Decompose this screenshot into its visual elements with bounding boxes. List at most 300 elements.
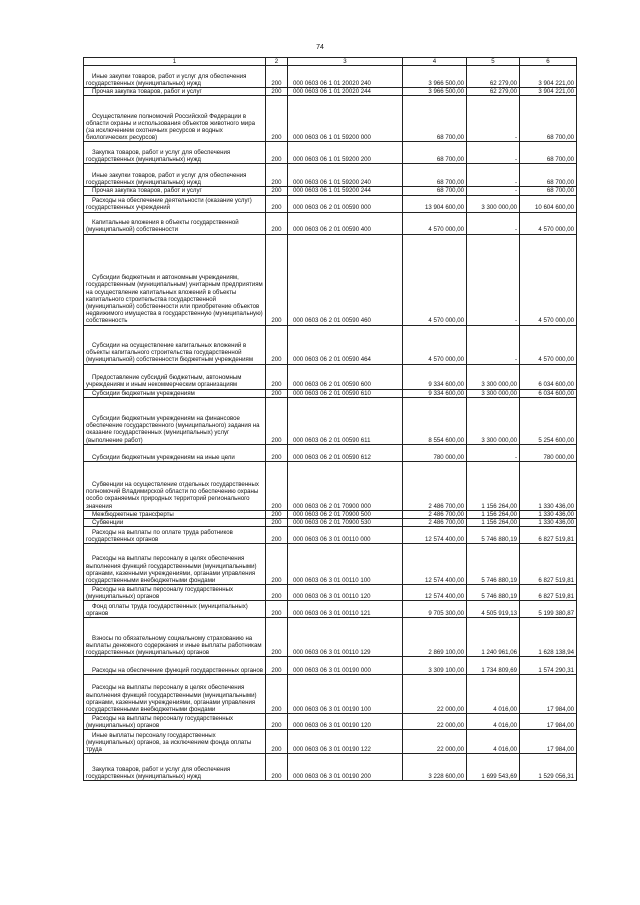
row-code-cell [266, 397, 288, 444]
table-row [84, 657, 577, 675]
row-value-col5: 1 734 809,69 [481, 667, 517, 675]
row-value-col6-cell [520, 730, 577, 754]
row-code-cell [266, 195, 288, 212]
row-value-col5-cell [467, 212, 520, 234]
row-value-col6-cell [520, 585, 577, 601]
row-value-col6-cell [520, 142, 577, 164]
row-value-col6-cell [520, 754, 577, 781]
row-value-col4: 4 570 000,00 [428, 226, 464, 234]
row-classifier-cell [288, 187, 403, 195]
row-name: Закупка товаров, работ и услуг для обеспечения государственных (муниципальных) нужд [86, 149, 231, 164]
row-value-col5: - [514, 179, 517, 187]
row-value-col4-cell [403, 397, 467, 444]
row-value-col6: 3 904 221,00 [538, 80, 574, 87]
row-classifier: 000 0603 06 3 01 00110 100 [293, 577, 371, 585]
row-value-col6-cell [520, 96, 577, 142]
row-value-col4-cell [403, 585, 467, 601]
row-value-col5: 5 746 880,19 [481, 536, 517, 544]
row-name-cell [84, 66, 266, 88]
row-code: 200 [271, 722, 282, 730]
row-value-col5: - [514, 453, 517, 461]
row-classifier-cell [288, 527, 403, 544]
row-value-col6-cell [520, 187, 577, 195]
row-value-col4-cell [403, 675, 467, 714]
row-name: Фонд оплаты труда государственных (муниципальных) органов [86, 602, 248, 618]
row-value-col6: 6 827 519,81 [538, 536, 574, 544]
row-name-cell [84, 164, 266, 187]
row-classifier-cell [288, 234, 403, 325]
header-cell: 5 [467, 58, 520, 66]
row-name-cell [84, 510, 266, 518]
row-value-col5: 3 300 000,00 [481, 436, 517, 444]
row-classifier-cell [288, 389, 403, 397]
row-value-col6: 1 330 436,00 [538, 510, 574, 518]
row-value-col6-cell [520, 544, 577, 585]
row-name-cell [84, 444, 266, 461]
table-row [84, 730, 577, 754]
header-cell: 4 [403, 58, 467, 66]
row-classifier-cell [288, 164, 403, 187]
row-classifier: 000 0603 06 2 01 00590 612 [293, 453, 371, 461]
row-code-cell [266, 66, 288, 88]
row-classifier: 000 0603 06 1 01 20020 244 [293, 88, 371, 96]
row-code: 200 [271, 706, 282, 714]
row-value-col4-cell [403, 754, 467, 781]
row-code-cell [266, 234, 288, 325]
row-classifier-cell [288, 675, 403, 714]
row-value-col6: 17 984,00 [546, 746, 574, 754]
row-name-cell [84, 544, 266, 585]
row-value-col5: 5 746 880,19 [481, 577, 517, 585]
row-classifier: 000 0603 06 2 01 70900 530 [293, 519, 371, 527]
row-name: Расходы на выплаты персоналу государственных (муниципальных) органов [86, 585, 234, 601]
row-name: Расходы на обеспечение функций государственных органов [92, 667, 263, 675]
row-name: Прочая закупка товаров, работ и услуг [92, 88, 202, 96]
row-classifier-cell [288, 601, 403, 618]
table-row [84, 88, 577, 96]
row-value-col4: 8 554 600,00 [428, 436, 464, 444]
row-value-col4-cell [403, 544, 467, 585]
row-classifier-cell [288, 195, 403, 212]
row-code: 200 [271, 226, 282, 234]
table-row [84, 397, 577, 444]
row-value-col6: 4 570 000,00 [538, 317, 574, 325]
row-classifier: 000 0603 06 1 01 59200 240 [293, 179, 371, 187]
row-code: 200 [271, 502, 282, 510]
row-name: Расходы на выплаты персоналу в целях обеспечения выполнения функций государственными (муниципальными) органами, казенными учреждениями, органами управления государственными внебюджетными фондами [86, 555, 257, 585]
row-value-col5-cell [467, 234, 520, 325]
row-name-cell [84, 389, 266, 397]
row-value-col5: 62 279,00 [489, 80, 517, 87]
row-value-col4: 9 334 600,00 [428, 389, 464, 397]
row-code-cell [266, 389, 288, 397]
row-name-cell [84, 142, 266, 164]
row-code-cell [266, 364, 288, 389]
row-code-cell [266, 461, 288, 510]
row-classifier-cell [288, 461, 403, 510]
table-row [84, 234, 577, 325]
row-classifier-cell [288, 657, 403, 675]
row-classifier: 000 0603 06 2 01 70900 500 [293, 510, 371, 518]
row-code: 200 [271, 179, 282, 187]
row-classifier-cell [288, 212, 403, 234]
row-name-cell [84, 754, 266, 781]
row-value-col4: 68 700,00 [436, 187, 464, 195]
row-value-col5-cell [467, 527, 520, 544]
row-classifier: 000 0603 06 2 01 00590 400 [293, 226, 371, 234]
row-value-col4-cell [403, 601, 467, 618]
row-value-col5-cell [467, 730, 520, 754]
row-name: Субсидии бюджетным учреждениям [92, 389, 195, 397]
row-name: Межбюджетные трансферты [92, 510, 174, 518]
row-code-cell [266, 618, 288, 657]
row-name-cell [84, 657, 266, 675]
row-classifier-cell [288, 96, 403, 142]
row-value-col4-cell [403, 657, 467, 675]
row-value-col4: 13 904 600,00 [425, 204, 464, 212]
row-value-col6: 6 827 519,81 [538, 593, 574, 601]
row-value-col4-cell [403, 389, 467, 397]
table-row [84, 195, 577, 212]
row-name-cell [84, 730, 266, 754]
row-value-col6: 6 034 600,00 [538, 381, 574, 389]
row-classifier: 000 0603 06 3 01 00110 121 [293, 610, 371, 618]
row-code-cell [266, 444, 288, 461]
row-name: Иные закупки товаров, работ и услуг для обеспечения государственных (муниципальных) нужд [86, 72, 247, 87]
row-code: 200 [271, 156, 282, 164]
row-name: Расходы на обеспечение деятельности (оказание услуг) государственных учреждений [86, 197, 252, 212]
row-name-cell [84, 461, 266, 510]
row-value-col6-cell [520, 510, 577, 518]
row-code: 200 [271, 519, 282, 527]
row-value-col6: 6 827 519,81 [538, 577, 574, 585]
row-name-cell [84, 519, 266, 527]
row-value-col4: 68 700,00 [436, 156, 464, 164]
row-value-col6: 68 700,00 [546, 156, 574, 164]
row-value-col5-cell [467, 461, 520, 510]
row-classifier: 000 0603 06 2 01 00590 600 [293, 381, 371, 389]
page-number: 74 [316, 44, 324, 51]
row-code-cell [266, 754, 288, 781]
row-classifier-cell [288, 364, 403, 389]
row-value-col6: 4 570 000,00 [538, 356, 574, 364]
row-value-col4: 9 705 300,00 [428, 610, 464, 618]
row-classifier: 000 0603 06 3 01 00110 129 [293, 649, 371, 657]
row-code: 200 [271, 80, 282, 87]
row-classifier: 000 0603 06 1 01 59200 200 [293, 156, 371, 164]
row-value-col5-cell [467, 389, 520, 397]
row-value-col4: 12 574 400,00 [425, 593, 464, 601]
table-row [84, 444, 577, 461]
row-code-cell [266, 510, 288, 518]
row-value-col6-cell [520, 461, 577, 510]
table-row [84, 389, 577, 397]
row-code-cell [266, 96, 288, 142]
row-code: 200 [271, 667, 282, 675]
row-value-col5-cell [467, 66, 520, 88]
row-code: 200 [271, 577, 282, 585]
row-value-col4-cell [403, 96, 467, 142]
row-name: Субсидии бюджетным учреждениям на иные цели [92, 453, 235, 461]
row-value-col4: 3 228 600,00 [428, 773, 464, 781]
row-code: 200 [271, 356, 282, 364]
row-name-cell [84, 397, 266, 444]
row-name-cell [84, 195, 266, 212]
row-value-col4-cell [403, 66, 467, 88]
table-row [84, 675, 577, 714]
table-row [84, 325, 577, 364]
row-name-cell [84, 234, 266, 325]
row-value-col4-cell [403, 234, 467, 325]
row-name-cell [84, 601, 266, 618]
row-classifier-cell [288, 88, 403, 96]
row-classifier: 000 0603 06 3 01 00190 000 [293, 667, 371, 675]
row-name: Осуществление полномочий Российской Федерации в области охраны и использования объектов животного мира (за исключением охотничьих ресурсов и водных биологических ресурсов) [86, 112, 255, 142]
row-value-col5-cell [467, 618, 520, 657]
table-row [84, 510, 577, 518]
table-row [84, 461, 577, 510]
row-name: Расходы на выплаты персоналу в целях обеспечения выполнения функций государственными (муниципальными) органами, казенными учреждениями, органами управления государственными внебюджетными фондами [86, 684, 257, 714]
row-name: Субвенции на осуществление отдельных государственных полномочий Владимирской области по обеспечению охраны особо охраняемых природных территорий регионального значения [86, 481, 259, 510]
row-classifier: 000 0603 06 3 01 00110 000 [293, 536, 371, 544]
row-value-col5-cell [467, 88, 520, 96]
row-code-cell [266, 601, 288, 618]
row-code-cell [266, 519, 288, 527]
row-code: 200 [271, 381, 282, 389]
row-value-col4: 4 570 000,00 [428, 356, 464, 364]
row-value-col5-cell [467, 754, 520, 781]
row-name: Капитальные вложения в объекты государственной (муниципальной) собственности [86, 219, 239, 234]
row-classifier: 000 0603 06 1 01 59200 000 [293, 134, 371, 142]
row-name-cell [84, 618, 266, 657]
row-classifier-cell [288, 519, 403, 527]
row-name: Предоставление субсидий бюджетным, автономным учреждениям и иным некоммерческим организациям [86, 374, 242, 389]
row-classifier-cell [288, 714, 403, 730]
row-code-cell [266, 675, 288, 714]
row-value-col4: 2 486 700,00 [428, 502, 464, 510]
row-name: Субвенции [92, 519, 124, 527]
row-value-col6: 1 529 056,31 [538, 773, 574, 781]
row-value-col6-cell [520, 389, 577, 397]
row-value-col6-cell [520, 657, 577, 675]
row-classifier: 000 0603 06 3 01 00190 120 [293, 722, 371, 730]
row-value-col6: 17 984,00 [546, 706, 574, 714]
row-name: Субсидии бюджетным и автономным учреждениям, государственным (муниципальным) унитарным предприятиям на осуществление капитальных вложений в объекты капитального строительства государственной (муниципальной) собственности или приобретение объектов недвижимого имущества в государственную (муниципальную) собственность [86, 274, 263, 325]
row-value-col5-cell [467, 444, 520, 461]
row-value-col5-cell [467, 544, 520, 585]
row-value-col6-cell [520, 164, 577, 187]
budget-table [83, 57, 577, 781]
row-value-col5: 4 016,00 [493, 722, 517, 730]
row-code: 200 [271, 453, 282, 461]
row-value-col6-cell [520, 444, 577, 461]
row-value-col5-cell [467, 585, 520, 601]
row-value-col4: 12 574 400,00 [425, 577, 464, 585]
row-value-col4: 3 309 100,00 [428, 667, 464, 675]
row-value-col6: 1 330 436,00 [538, 519, 574, 527]
row-value-col4-cell [403, 461, 467, 510]
row-value-col4: 2 869 100,00 [428, 649, 464, 657]
row-name: Иные выплаты персоналу государственных (муниципальных) органов, за исключением фонда оплаты труда [86, 731, 252, 754]
row-code-cell [266, 657, 288, 675]
row-value-col4-cell [403, 510, 467, 518]
row-value-col4: 2 486 700,00 [428, 510, 464, 518]
row-code: 200 [271, 187, 282, 195]
row-value-col5: - [514, 187, 517, 195]
row-code-cell [266, 527, 288, 544]
header-cell: 6 [520, 58, 577, 66]
row-code: 200 [271, 436, 282, 444]
row-value-col5-cell [467, 675, 520, 714]
row-code: 200 [271, 317, 282, 325]
row-value-col4: 9 334 600,00 [428, 381, 464, 389]
row-code: 200 [271, 134, 282, 142]
row-classifier: 000 0603 06 3 01 00110 120 [293, 593, 371, 601]
row-value-col5-cell [467, 164, 520, 187]
row-value-col6: 780 000,00 [543, 453, 574, 461]
table-row [84, 164, 577, 187]
row-code: 200 [271, 204, 282, 212]
row-code: 200 [271, 746, 282, 754]
row-value-col4-cell [403, 142, 467, 164]
row-value-col5-cell [467, 601, 520, 618]
row-value-col4-cell [403, 519, 467, 527]
row-value-col5: - [514, 134, 517, 142]
row-classifier-cell [288, 66, 403, 88]
row-code-cell [266, 714, 288, 730]
row-classifier: 000 0603 06 3 01 00190 122 [293, 746, 371, 754]
row-name-cell [84, 325, 266, 364]
row-name: Прочая закупка товаров, работ и услуг [92, 187, 202, 195]
row-value-col6: 68 700,00 [546, 179, 574, 187]
row-value-col5: 3 300 000,00 [481, 381, 517, 389]
table-row [84, 364, 577, 389]
table-row [84, 544, 577, 585]
table-row [84, 519, 577, 527]
row-classifier: 000 0603 06 1 01 59200 244 [293, 187, 371, 195]
row-value-col6-cell [520, 397, 577, 444]
row-classifier-cell [288, 585, 403, 601]
row-name-cell [84, 714, 266, 730]
row-code-cell [266, 325, 288, 364]
row-name-cell [84, 88, 266, 96]
row-value-col6: 6 034 600,00 [538, 389, 574, 397]
row-name: Субсидии бюджетным учреждениям на финансовое обеспечение государственного (муниципального) задания на оказание государственных (муниципальных) услуг (выполнение работ) [86, 415, 260, 444]
row-value-col4: 780 000,00 [433, 453, 464, 461]
table-body [84, 66, 577, 781]
row-code-cell [266, 88, 288, 96]
row-value-col5: 5 746 880,19 [481, 593, 517, 601]
row-value-col4-cell [403, 714, 467, 730]
row-value-col5-cell [467, 195, 520, 212]
row-value-col4-cell [403, 364, 467, 389]
row-value-col4: 22 000,00 [436, 722, 464, 730]
row-value-col6-cell [520, 714, 577, 730]
row-classifier: 000 0603 06 1 01 20020 240 [293, 80, 371, 87]
row-value-col6: 5 254 600,00 [538, 436, 574, 444]
row-value-col4-cell [403, 164, 467, 187]
row-name: Закупка товаров, работ и услуг для обеспечения государственных (муниципальных) нужд [86, 765, 231, 781]
row-value-col4: 4 570 000,00 [428, 317, 464, 325]
row-value-col6: 4 570 000,00 [538, 226, 574, 234]
row-code: 200 [271, 389, 282, 397]
header-cell: 1 [84, 58, 266, 66]
row-value-col5: 3 300 000,00 [481, 389, 517, 397]
row-value-col6: 68 700,00 [546, 134, 574, 142]
row-value-col6: 5 199 380,87 [538, 610, 574, 618]
table-row [84, 754, 577, 781]
table-header-row [84, 58, 577, 66]
row-value-col6-cell [520, 601, 577, 618]
row-code-cell [266, 585, 288, 601]
table-row [84, 714, 577, 730]
row-value-col4: 2 486 700,00 [428, 519, 464, 527]
row-value-col5-cell [467, 187, 520, 195]
row-classifier-cell [288, 754, 403, 781]
row-value-col5-cell [467, 519, 520, 527]
row-code-cell [266, 544, 288, 585]
row-code: 200 [271, 593, 282, 601]
header-cell: 2 [266, 58, 288, 66]
table-row [84, 212, 577, 234]
row-code: 200 [271, 88, 282, 96]
row-name-cell [84, 527, 266, 544]
table-row [84, 66, 577, 88]
table-row [84, 187, 577, 195]
row-classifier-cell [288, 544, 403, 585]
table-row [84, 96, 577, 142]
row-value-col4: 68 700,00 [436, 179, 464, 187]
row-name: Расходы на выплаты персоналу государственных (муниципальных) органов [86, 714, 234, 730]
row-value-col5: - [514, 156, 517, 164]
row-value-col6: 3 904 221,00 [538, 88, 574, 96]
row-classifier: 000 0603 06 2 01 70900 000 [293, 502, 371, 510]
row-value-col5-cell [467, 397, 520, 444]
row-name: Взносы по обязательному социальному страхованию на выплаты денежного содержания и иные выплаты работникам государственных (муниципальных) органов [86, 634, 262, 657]
row-classifier: 000 0603 06 2 01 00590 000 [293, 204, 371, 212]
row-name: Расходы на выплаты по оплате труда работников государственных органов [86, 528, 233, 544]
row-classifier-cell [288, 444, 403, 461]
row-value-col6-cell [520, 212, 577, 234]
row-value-col5-cell [467, 325, 520, 364]
row-value-col4-cell [403, 618, 467, 657]
table-row [84, 585, 577, 601]
row-name-cell [84, 585, 266, 601]
row-classifier: 000 0603 06 2 01 00590 611 [293, 436, 371, 444]
row-code-cell [266, 212, 288, 234]
row-value-col5-cell [467, 510, 520, 518]
row-value-col6-cell [520, 234, 577, 325]
row-name-cell [84, 212, 266, 234]
row-code: 200 [271, 610, 282, 618]
row-code: 200 [271, 773, 282, 781]
row-name-cell [84, 364, 266, 389]
row-value-col5: - [514, 317, 517, 325]
row-value-col4: 3 966 500,00 [428, 88, 464, 96]
row-name-cell [84, 96, 266, 142]
row-value-col6: 68 700,00 [546, 187, 574, 195]
row-value-col6-cell [520, 66, 577, 88]
row-value-col4-cell [403, 444, 467, 461]
row-classifier-cell [288, 397, 403, 444]
row-value-col6-cell [520, 195, 577, 212]
row-value-col6: 1 330 436,00 [538, 502, 574, 510]
row-value-col4-cell [403, 325, 467, 364]
row-value-col5: 4 505 919,13 [481, 610, 517, 618]
row-value-col6: 1 628 138,94 [538, 649, 574, 657]
row-value-col4: 22 000,00 [436, 706, 464, 714]
row-value-col4-cell [403, 187, 467, 195]
